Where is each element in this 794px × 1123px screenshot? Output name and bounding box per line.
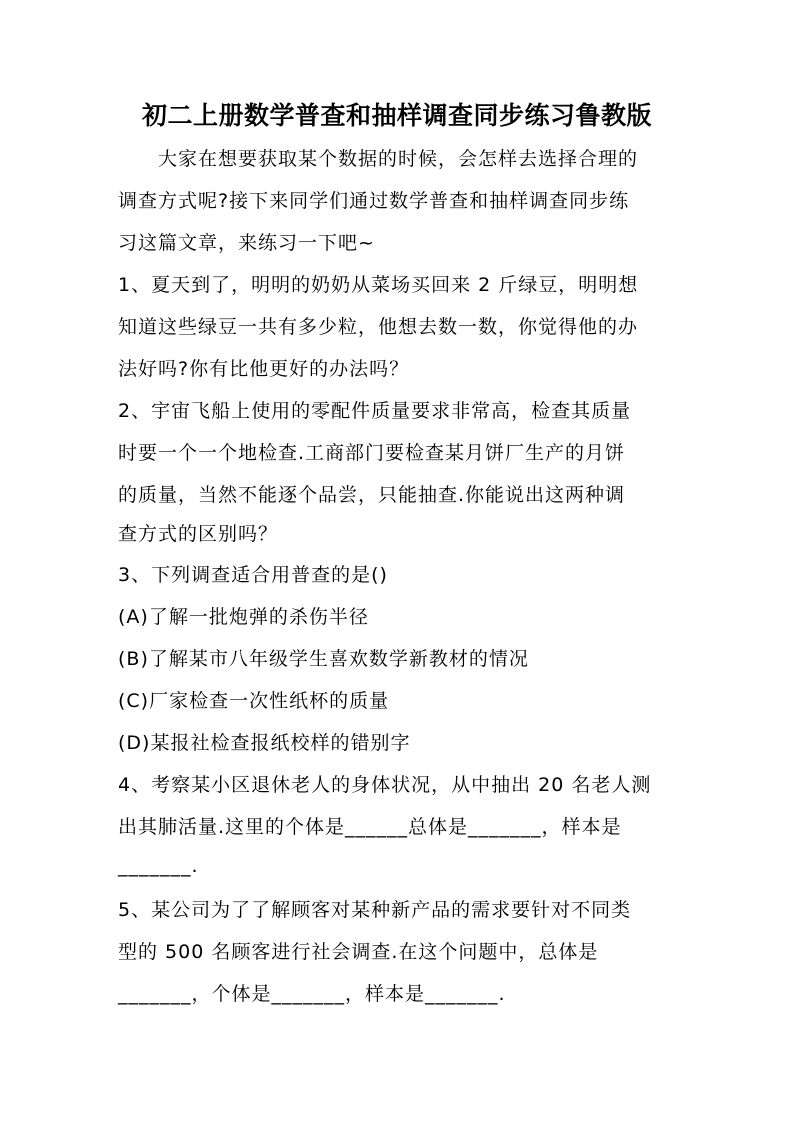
q3-option-b: (B)了解某市八年级学生喜欢数学新教材的情况 [118,648,529,670]
q1-line-1: 1、夏天到了，明明的奶奶从菜场买回来 2 斤绿豆，明明想 [118,274,639,296]
intro-line-3: 习这篇文章，来练习一下吧~ [118,232,375,254]
intro-line-1: 大家在想要获取某个数据的时候，会怎样去选择合理的 [158,148,639,170]
q4-line-1: 4、考察某小区退休老人的身体状况，从中抽出 20 名老人测 [118,774,652,796]
q1-line-2: 知道这些绿豆一共有多少粒，他想去数一数，你觉得他的办 [118,316,639,338]
q3-option-c: (C)厂家检查一次性纸杯的质量 [118,690,390,712]
q2-line-4: 查方式的区别吗？ [118,523,279,545]
q5-line-2: 型的 500 名顾客进行社会调查.在这个问题中，总体是 [118,941,599,963]
intro-line-2: 调查方式呢?接下来同学们通过数学普查和抽样调查同步练 [118,190,630,212]
q3-stem: 3、下列调查适合用普查的是() [118,564,388,586]
q1-line-3: 法好吗?你有比他更好的办法吗？ [118,358,410,380]
q4-line-2: 出其肺活量.这里的个体是______总体是_______，样本是 [118,816,622,838]
q2-line-3: 的质量，当然不能逐个品尝，只能抽查.你能说出这两种调 [118,484,626,506]
q5-line-1: 5、某公司为了了解顾客对某种新产品的需求要针对不同类 [118,899,632,921]
q3-option-d: (D)某报社检查报纸校样的错别字 [118,732,411,754]
q2-line-1: 2、宇宙飞船上使用的零配件质量要求非常高，检查其质量 [118,400,632,422]
q2-line-2: 时要一个一个地检查.工商部门要检查某月饼厂生产的月饼 [118,442,626,464]
q5-line-3: _______，个体是_______，样本是_______. [118,983,506,1005]
q4-line-3: _______. [118,855,199,877]
document-title: 初二上册数学普查和抽样调查同步练习鲁教版 [141,101,652,130]
q3-option-a: (A)了解一批炮弹的杀伤半径 [118,606,369,628]
